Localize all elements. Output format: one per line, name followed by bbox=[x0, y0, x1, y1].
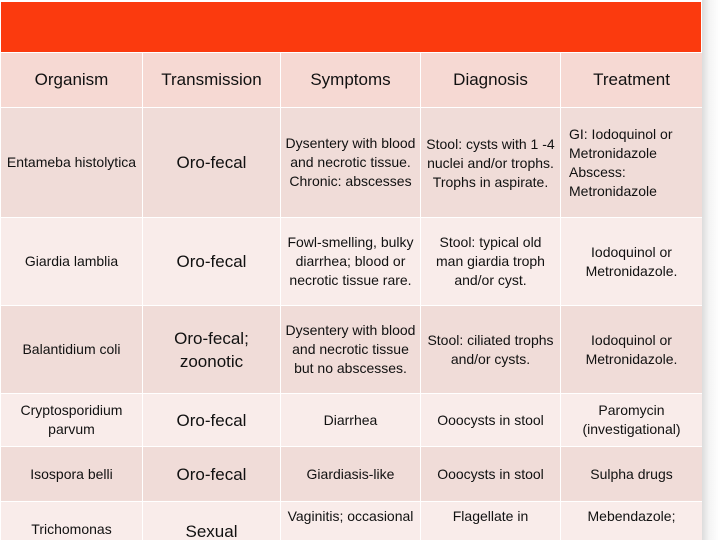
header-diagnosis: Diagnosis bbox=[421, 53, 561, 108]
organism-cell: Isospora belli bbox=[1, 447, 143, 502]
header-symptoms: Symptoms bbox=[281, 53, 421, 108]
organism-cell: Balantidium coli bbox=[1, 306, 143, 394]
organism-cell: Giardia lamblia bbox=[1, 218, 143, 306]
symptoms-cell: Dysentery with blood and necrotic tissue. Chronic: abscesses bbox=[281, 108, 421, 218]
treatment-cell: Paromycin (investigational) bbox=[561, 394, 703, 447]
treatment-cell: GI: Iodoquinol or Metronidazole Abscess: Metronidazole bbox=[561, 108, 703, 218]
organism-cell: Cryptosporidium parvum bbox=[1, 394, 143, 447]
table-row bbox=[1, 502, 703, 540]
transmission-cell: Oro-fecal bbox=[143, 394, 281, 447]
symptoms-cell: Dysentery with blood and necrotic tissue but no abscesses. bbox=[281, 306, 421, 394]
protozoa-table bbox=[0, 52, 702, 540]
header-transmission: Transmission bbox=[143, 53, 281, 108]
header-organism: Organism bbox=[1, 53, 143, 108]
treatment-cell: Sulpha drugs bbox=[561, 447, 703, 502]
diagnosis-cell: Ooocysts in stool bbox=[421, 394, 561, 447]
diagnosis-cell: Ooocysts in stool bbox=[421, 447, 561, 502]
organism-cell: Trichomonas bbox=[1, 502, 143, 540]
transmission-cell: Sexual bbox=[143, 502, 281, 540]
transmission-cell: Oro-fecal bbox=[143, 447, 281, 502]
treatment-cell: Mebendazole; bbox=[561, 502, 703, 540]
diagnosis-cell: Flagellate in bbox=[421, 502, 561, 540]
transmission-cell: Oro-fecal bbox=[143, 108, 281, 218]
transmission-cell: Oro-fecal bbox=[143, 218, 281, 306]
transmission-cell: Oro-fecal; zoonotic bbox=[143, 306, 281, 394]
table-row bbox=[1, 306, 703, 394]
table-row bbox=[1, 108, 703, 218]
symptoms-cell: Giardiasis-like bbox=[281, 447, 421, 502]
table-row bbox=[1, 447, 703, 502]
slide-edge-shadow bbox=[702, 0, 720, 540]
symptoms-cell: Vaginitis; occasional bbox=[281, 502, 421, 540]
organism-cell: Entameba histolytica bbox=[1, 108, 143, 218]
symptoms-cell: Diarrhea bbox=[281, 394, 421, 447]
symptoms-cell: Fowl-smelling, bulky diarrhea; blood or necrotic tissue rare. bbox=[281, 218, 421, 306]
table-row bbox=[1, 394, 703, 447]
diagnosis-cell: Stool: cysts with 1 -4 nuclei and/or trophs. Trophs in aspirate. bbox=[421, 108, 561, 218]
treatment-cell: Iodoquinol or Metronidazole. bbox=[561, 306, 703, 394]
treatment-cell: Iodoquinol or Metronidazole. bbox=[561, 218, 703, 306]
diagnosis-cell: Stool: ciliated trophs and/or cysts. bbox=[421, 306, 561, 394]
table-header-row bbox=[1, 53, 703, 108]
title-bar bbox=[1, 2, 701, 52]
header-treatment: Treatment bbox=[561, 53, 703, 108]
diagnosis-cell: Stool: typical old man giardia troph and/or cyst. bbox=[421, 218, 561, 306]
table-row bbox=[1, 218, 703, 306]
